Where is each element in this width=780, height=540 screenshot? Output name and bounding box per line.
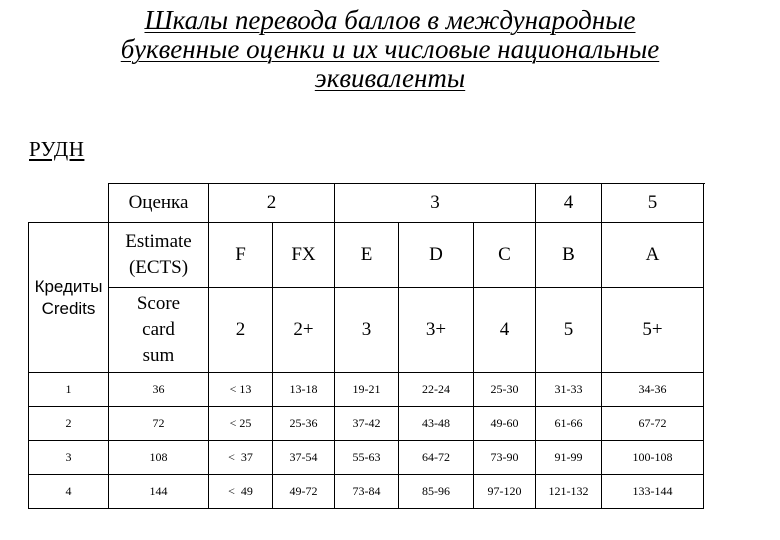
score-sum-cell: 3+ (399, 288, 474, 373)
title-line-1: Шкалы перевода баллов в международные (144, 5, 636, 35)
table-row (29, 441, 704, 475)
range-cell: < 25 (209, 407, 273, 441)
range-cell: 73-84 (335, 475, 399, 509)
ects-cell: A (602, 223, 704, 288)
page-title (0, 6, 780, 93)
range-cell: < 37 (209, 441, 273, 475)
header-row-score-sum (29, 288, 704, 373)
score-sum-cell: 5 (536, 288, 602, 373)
range-cell: 49-72 (273, 475, 335, 509)
table-row (29, 475, 704, 509)
label-grade: Оценка (109, 184, 209, 223)
range-cell: 49-60 (474, 407, 536, 441)
credits-label-cell (29, 223, 109, 373)
ects-cell: B (536, 223, 602, 288)
score-sum-cell: 3 (335, 288, 399, 373)
credits-value: 1 (29, 373, 109, 407)
credits-value: 3 (29, 441, 109, 475)
range-cell: 31-33 (536, 373, 602, 407)
credits-label-en: Credits (41, 298, 96, 318)
grade-conversion-table (28, 183, 704, 509)
grade-5: 5 (602, 184, 704, 223)
range-cell: 37-42 (335, 407, 399, 441)
grade-3: 3 (335, 184, 536, 223)
total-value: 36 (109, 373, 209, 407)
header-row-ects (29, 223, 704, 288)
range-cell: 19-21 (335, 373, 399, 407)
range-cell: 67-72 (602, 407, 704, 441)
grade-2: 2 (209, 184, 335, 223)
range-cell: 37-54 (273, 441, 335, 475)
total-value: 144 (109, 475, 209, 509)
label-estimate (109, 223, 209, 288)
score-sum-cell: 2+ (273, 288, 335, 373)
range-cell: 73-90 (474, 441, 536, 475)
range-cell: 133-144 (602, 475, 704, 509)
range-cell: 25-30 (474, 373, 536, 407)
label-sum-line1: Score (136, 293, 181, 314)
score-sum-cell: 5+ (602, 288, 704, 373)
total-value: 108 (109, 441, 209, 475)
range-cell: < 13 (209, 373, 273, 407)
range-cell: 25-36 (273, 407, 335, 441)
label-sum-line3: sum (142, 345, 175, 366)
range-cell: 100-108 (602, 441, 704, 475)
table-row (29, 373, 704, 407)
ects-cell: D (399, 223, 474, 288)
ects-cell: F (209, 223, 273, 288)
label-score-sum (109, 288, 209, 373)
score-sum-cell: 4 (474, 288, 536, 373)
credits-value: 4 (29, 475, 109, 509)
credits-value: 2 (29, 407, 109, 441)
range-cell: 64-72 (399, 441, 474, 475)
range-cell: 61-66 (536, 407, 602, 441)
range-cell: 22-24 (399, 373, 474, 407)
table-row (29, 407, 704, 441)
range-cell: 43-48 (399, 407, 474, 441)
range-cell: 121-132 (536, 475, 602, 509)
label-sum-line2: card (142, 319, 175, 340)
title-line-2: буквенные оценки и их числовые национальные (120, 34, 660, 64)
university-name: РУДН (29, 137, 85, 161)
ects-cell: E (335, 223, 399, 288)
range-cell: 91-99 (536, 441, 602, 475)
ects-cell: FX (273, 223, 335, 288)
corner-cell (29, 184, 109, 223)
range-cell: 34-36 (602, 373, 704, 407)
grade-4: 4 (536, 184, 602, 223)
credits-label-ru: Кредиты (34, 276, 103, 296)
score-sum-cell: 2 (209, 288, 273, 373)
total-value: 72 (109, 407, 209, 441)
range-cell: < 49 (209, 475, 273, 509)
range-cell: 97-120 (474, 475, 536, 509)
range-cell: 55-63 (335, 441, 399, 475)
label-estimate-line1: Estimate (125, 231, 192, 252)
label-estimate-line2: (ECTS) (128, 257, 189, 278)
title-line-3: эквиваленты (314, 63, 466, 93)
range-cell: 13-18 (273, 373, 335, 407)
ects-cell: C (474, 223, 536, 288)
header-row-national (29, 184, 704, 223)
range-cell: 85-96 (399, 475, 474, 509)
